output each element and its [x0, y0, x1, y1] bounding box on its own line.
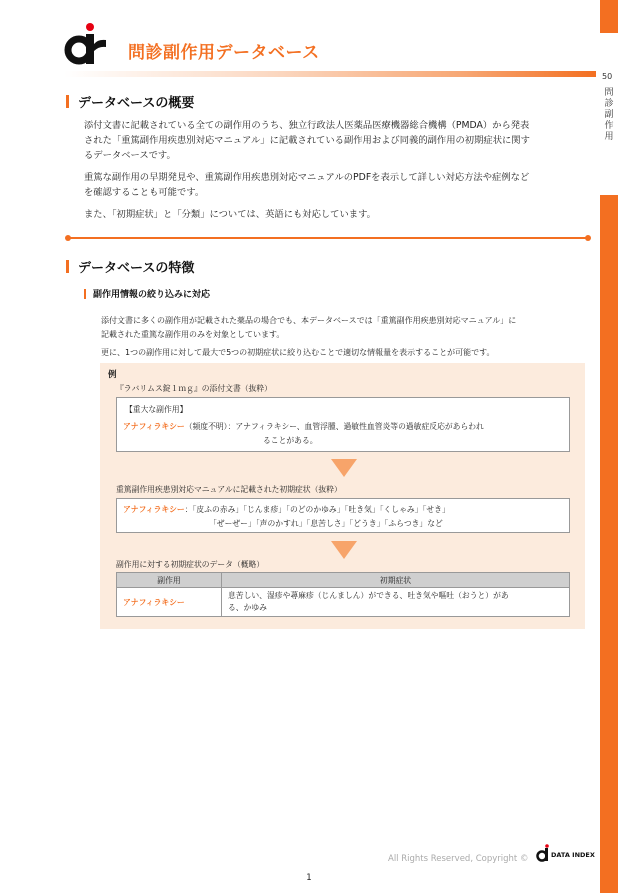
- initial-symptoms-cell: 息苦しい、湿疹や蕁麻疹（じんましん）ができる、吐き気や嘔吐（おうと）があ る、かゆみ: [222, 588, 570, 617]
- footer-copyright: All Rights Reserved, Copyright ©: [388, 854, 529, 864]
- manual-symptoms-line-1: ：「皮ふの赤み」「じんま疹」「のどのかゆみ」「吐き気」「くしゃみ」「せき」: [184, 505, 450, 514]
- footer-logo-text: DATA INDEX: [551, 851, 595, 859]
- divider-dot-right: [585, 235, 591, 241]
- features-paragraph-1: 添付文書に多くの副作用が記載された薬品の場合でも、本データベースでは「重篤副作用疾患別対応マニュアル」に 記載された重篤な副作用のみを対象としています。: [101, 316, 517, 339]
- overview-paragraph-1: 添付文書に記載されている全ての副作用のうち、独立行政法人医薬品医療機器総合機構（PMDA）から発表 された「重篤副作用疾患別対応マニュアル」に記載されている副作用および同義的副作用の初期症状に関す るデータベースです。: [84, 120, 530, 161]
- package-insert-heading: 【重大な副作用】: [125, 405, 188, 414]
- example-caption-manual: 重篤副作用疾患別対応マニュアルに記載された初期症状（抜粋）: [116, 485, 342, 494]
- subsection-marker: [84, 289, 86, 299]
- table-header-initial-symptoms: 初期症状: [222, 573, 570, 588]
- manual-symptoms-line-2: 「ぜーぜー」「声のかすれ」「息苦しさ」「どうき」「ふらつき」など: [209, 519, 443, 528]
- side-bar-bottom: [600, 195, 618, 893]
- side-vertical-label: 問 診 副 作 用: [604, 88, 614, 142]
- section-marker: [66, 260, 69, 273]
- table-row: [117, 588, 570, 617]
- brand-logo-icon: [64, 22, 108, 66]
- side-page-number: 50: [602, 72, 613, 81]
- manual-symptoms-box: [116, 498, 570, 533]
- footer-page-number: 1: [306, 873, 312, 883]
- features-paragraph-2: 更に、1つの副作用に対して最大で5つの初期症状に絞り込むことで適切な情報量を表示することが可能です。: [101, 348, 495, 357]
- package-insert-box: [116, 397, 570, 452]
- section-title-features: データベースの特徴: [66, 257, 194, 276]
- overview-paragraph-3: また、「初期症状」と「分類」については、英語にも対応しています。: [84, 209, 376, 220]
- example-label: 例: [108, 370, 117, 380]
- section-divider: [68, 237, 588, 239]
- table-header-row: [117, 573, 570, 588]
- section-marker: [66, 95, 69, 108]
- footer-logo: [536, 844, 598, 864]
- section-title-overview: データベースの概要: [66, 92, 194, 111]
- divider-dot-left: [65, 235, 71, 241]
- frequency-text: （頻度不明）: [184, 422, 228, 431]
- initial-symptoms-table: [116, 572, 570, 617]
- example-caption-data: 副作用に対する初期症状のデータ（概略）: [116, 560, 265, 569]
- example-caption-package-insert: 『ラバリムス錠１ｍｇ』の添付文書（抜粋）: [116, 384, 272, 393]
- page-title: 問診副作用データベース: [128, 43, 320, 63]
- package-insert-line-2: ることがある。: [263, 436, 318, 445]
- side-bar-top: [600, 0, 618, 33]
- down-arrow-icon: [331, 459, 357, 477]
- drug-name: アナフィラキシー: [123, 505, 185, 514]
- subsection-title-filter: 副作用情報の絞り込みに対応: [84, 287, 210, 300]
- table-header-side-effect: 副作用: [117, 573, 222, 588]
- package-insert-line-1: ：アナフィラキシー、血管浮腫、過敏性血管炎等の過敏症反応があらわれ: [227, 422, 484, 431]
- drug-name: アナフィラキシー: [123, 597, 185, 607]
- overview-paragraph-2: 重篤な副作用の早期発見や、重篤副作用疾患別対応マニュアルのPDFを表示して詳しい対応方法や症例など を確認することも可能です。: [84, 172, 530, 198]
- header-rule: [64, 71, 596, 77]
- drug-name: アナフィラキシー: [123, 422, 185, 431]
- down-arrow-icon: [331, 541, 357, 559]
- data-index-logo-icon: [536, 844, 552, 862]
